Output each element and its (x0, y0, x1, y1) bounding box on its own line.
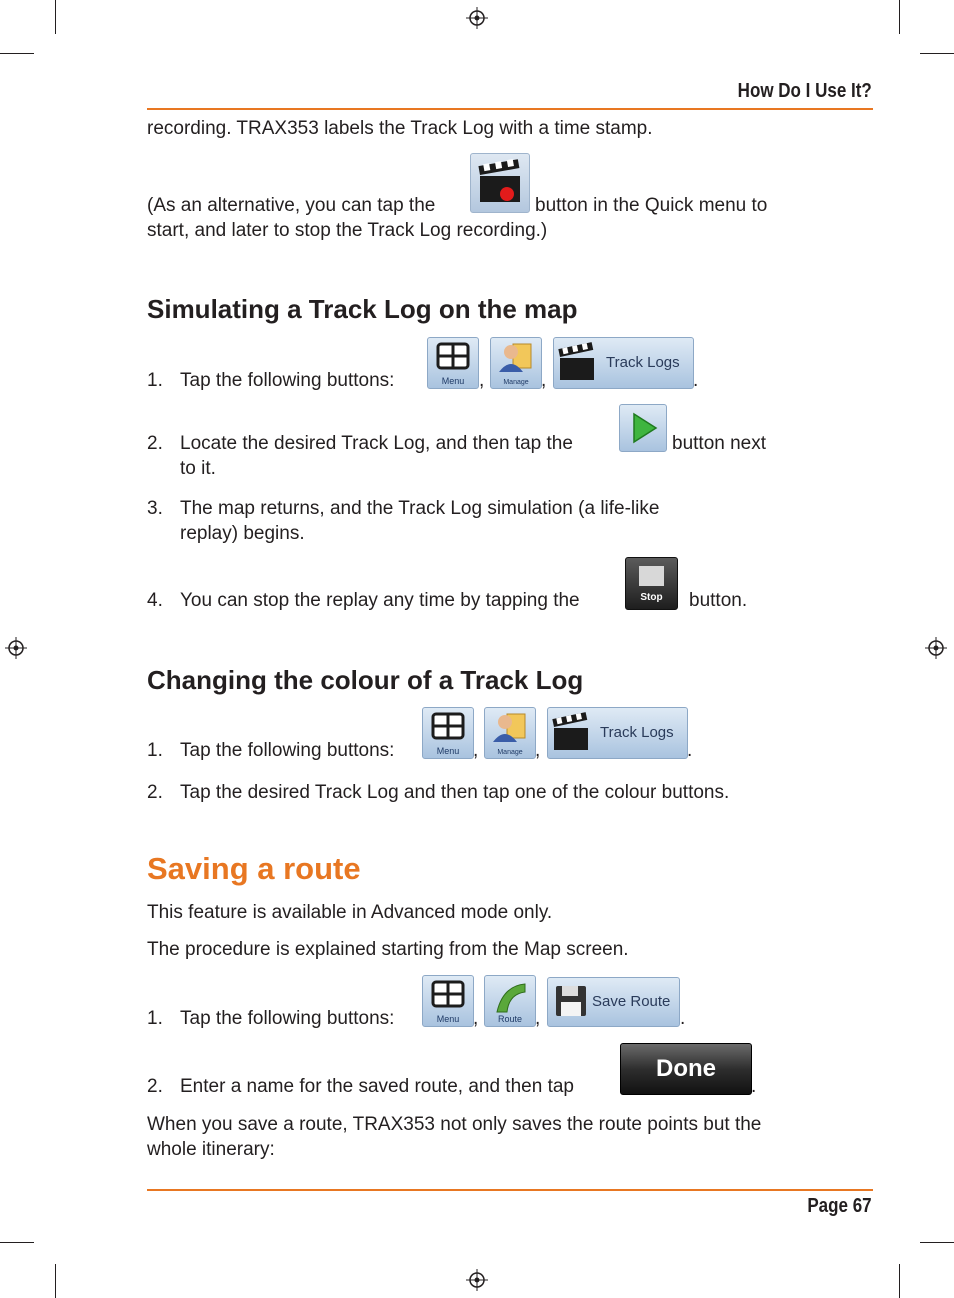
play-button (619, 404, 667, 452)
header-rule (147, 108, 873, 110)
menu-button-label: Menu (436, 1014, 460, 1024)
period: . (687, 740, 693, 761)
step-text: replay) begins. (180, 523, 305, 544)
stop-button (625, 557, 678, 610)
step-number: 3. (147, 498, 163, 519)
section-heading-colour: Changing the colour of a Track Log (147, 665, 584, 695)
paragraph: When you save a route, TRAX353 not only saves the route points but the (147, 1114, 762, 1135)
crop-mark (899, 0, 900, 34)
crop-mark (899, 1264, 900, 1298)
alternative-text-cont: start, and later to stop the Track Log recording.) (147, 220, 548, 241)
step-number: 4. (147, 590, 163, 611)
section-heading-saving: Saving a route (147, 851, 361, 886)
manage-button (490, 337, 542, 389)
menu-button-label: Menu (436, 746, 460, 756)
menu-button (422, 975, 474, 1027)
step-text: Locate the desired Track Log, and then tap the (180, 433, 573, 454)
comma: , (473, 740, 479, 761)
footer-rule (147, 1189, 873, 1191)
step-text: to it. (180, 458, 216, 479)
crop-mark (920, 53, 954, 54)
menu-button (427, 337, 479, 389)
save-route-button (547, 977, 680, 1027)
page-number: Page 67 (807, 1195, 872, 1217)
crop-mark (55, 0, 56, 34)
track-logs-label: Track Logs (600, 724, 674, 741)
step-text: Tap the following buttons: (180, 1008, 395, 1029)
clapperboard-icon (554, 338, 604, 388)
step-number: 1. (147, 370, 163, 391)
comma: , (535, 740, 541, 761)
manage-button-label: Manage (497, 749, 523, 756)
comma: , (535, 1008, 541, 1029)
step-text: You can stop the replay any time by tapping the (180, 590, 580, 611)
paragraph: This feature is available in Advanced mode only. (147, 902, 553, 923)
route-button (484, 975, 536, 1027)
paragraph: The procedure is explained starting from the Map screen. (147, 939, 629, 960)
crop-mark (55, 1264, 56, 1298)
registration-mark-icon (925, 637, 947, 659)
step-text: button. (689, 590, 748, 611)
step-text: Enter a name for the saved route, and then tap (180, 1076, 574, 1097)
section-heading-simulate: Simulating a Track Log on the map (147, 294, 578, 324)
step-number: 1. (147, 740, 163, 761)
intro-line: recording. TRAX353 labels the Track Log with a time stamp. (147, 118, 653, 139)
done-button (620, 1043, 752, 1095)
track-logs-label: Track Logs (606, 354, 680, 371)
manage-button (484, 707, 536, 759)
registration-mark-icon (466, 1269, 488, 1291)
step-number: 2. (147, 433, 163, 454)
step-text: button next (672, 433, 767, 454)
step-number: 1. (147, 1008, 163, 1029)
step-text: Tap the following buttons: (180, 740, 395, 761)
step-text: The map returns, and the Track Log simulation (a life-like (180, 498, 660, 519)
alternative-text-start: (As an alternative, you can tap the (147, 195, 436, 216)
crop-mark (0, 1242, 34, 1243)
step-number: 2. (147, 782, 163, 803)
save-route-label: Save Route (592, 993, 671, 1010)
period: . (680, 1008, 686, 1029)
step-text: Tap the desired Track Log and then tap one of the colour buttons. (180, 782, 730, 803)
step-number: 2. (147, 1076, 163, 1097)
crop-mark (920, 1242, 954, 1243)
track-logs-button (547, 707, 688, 759)
comma: , (479, 370, 485, 391)
clapperboard-icon (548, 708, 598, 758)
manage-button-label: Manage (503, 379, 529, 386)
comma: , (541, 370, 547, 391)
period: . (693, 370, 699, 391)
menu-button-label: Menu (441, 376, 465, 386)
step-text: Tap the following buttons: (180, 370, 395, 391)
clapperboard-record-icon (471, 154, 529, 212)
crop-mark (0, 53, 34, 54)
paragraph: whole itinerary: (147, 1139, 275, 1160)
alternative-text-end: button in the Quick menu to (535, 195, 768, 216)
registration-mark-icon (466, 7, 488, 29)
comma: , (473, 1008, 479, 1029)
menu-button (422, 707, 474, 759)
route-button-label: Route (497, 1014, 523, 1024)
play-icon (620, 405, 666, 451)
running-header: How Do I Use It? (737, 80, 872, 102)
track-logs-button (553, 337, 694, 389)
done-button-label: Done (656, 1055, 716, 1082)
period: . (751, 1076, 757, 1097)
record-track-log-button (470, 153, 530, 213)
stop-button-label: Stop (640, 592, 663, 603)
registration-mark-icon (5, 637, 27, 659)
floppy-disk-icon (548, 978, 596, 1026)
